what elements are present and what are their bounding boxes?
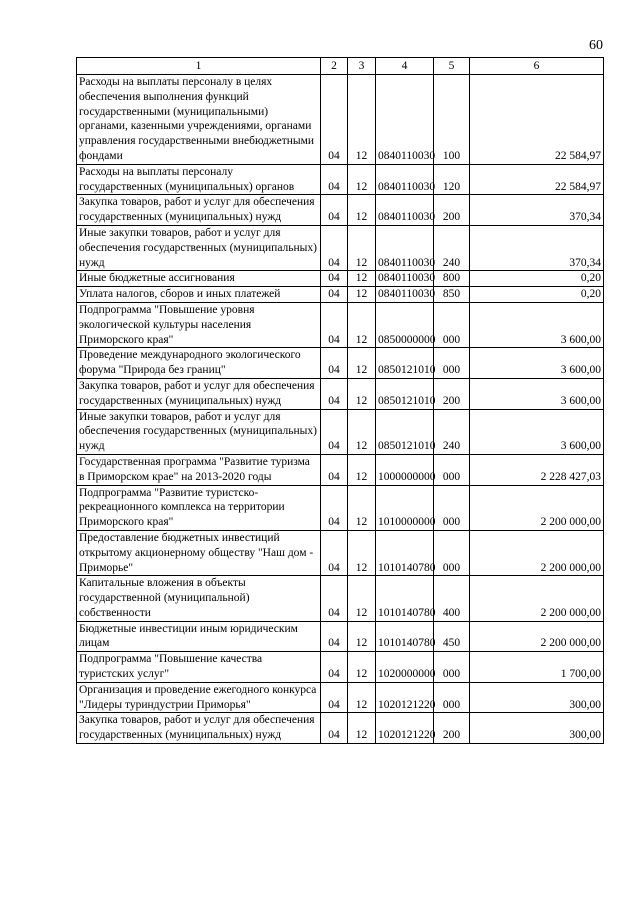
table-row xyxy=(77,348,604,379)
row-expense-type-code: 000 xyxy=(434,348,470,379)
row-expense-type-code: 120 xyxy=(434,164,470,195)
row-target-article-code: 0840110030 xyxy=(376,271,434,287)
row-target-article-code: 0850121010 xyxy=(376,348,434,379)
row-subsection-code: 12 xyxy=(348,348,376,379)
row-expense-type-code: 200 xyxy=(434,713,470,744)
row-amount: 2 228 427,03 xyxy=(470,454,604,485)
row-target-article-code: 1020121220 xyxy=(376,713,434,744)
row-target-article-code: 0840110030 xyxy=(376,195,434,226)
table-row xyxy=(77,682,604,713)
table-row xyxy=(77,75,604,165)
row-description: Бюджетные инвестиции иным юридическим лицам xyxy=(77,621,321,652)
row-description: Иные бюджетные ассигнования xyxy=(77,271,321,287)
row-description: Подпрограмма "Повышение качества туристских услуг" xyxy=(77,652,321,683)
row-target-article-code: 1010140780 xyxy=(376,530,434,575)
row-description: Капитальные вложения в объекты государственной (муниципальной) собственности xyxy=(77,576,321,621)
row-target-article-code: 1010140780 xyxy=(376,576,434,621)
table-row xyxy=(77,164,604,195)
row-subsection-code: 12 xyxy=(348,409,376,454)
table-row xyxy=(77,713,604,744)
table-row xyxy=(77,195,604,226)
header-cell: 1 xyxy=(77,58,321,75)
row-target-article-code: 1010140780 xyxy=(376,621,434,652)
row-expense-type-code: 240 xyxy=(434,409,470,454)
row-section-code: 04 xyxy=(321,378,348,409)
table-row xyxy=(77,652,604,683)
row-expense-type-code: 240 xyxy=(434,225,470,270)
row-subsection-code: 12 xyxy=(348,195,376,226)
row-description: Закупка товаров, работ и услуг для обеспечения государственных (муниципальных) нужд xyxy=(77,713,321,744)
row-expense-type-code: 000 xyxy=(434,454,470,485)
row-description: Закупка товаров, работ и услуг для обеспечения государственных (муниципальных) нужд xyxy=(77,378,321,409)
row-section-code: 04 xyxy=(321,225,348,270)
row-section-code: 04 xyxy=(321,530,348,575)
row-target-article-code: 1020000000 xyxy=(376,652,434,683)
row-target-article-code: 0840110030 xyxy=(376,225,434,270)
row-expense-type-code: 850 xyxy=(434,287,470,303)
header-cell: 2 xyxy=(321,58,348,75)
row-subsection-code: 12 xyxy=(348,454,376,485)
row-description: Организация и проведение ежегодного конкурса "Лидеры туриндустрии Приморья" xyxy=(77,682,321,713)
row-description: Уплата налогов, сборов и иных платежей xyxy=(77,287,321,303)
row-subsection-code: 12 xyxy=(348,75,376,165)
row-target-article-code: 0850121010 xyxy=(376,409,434,454)
table-row xyxy=(77,454,604,485)
row-amount: 3 600,00 xyxy=(470,378,604,409)
row-expense-type-code: 450 xyxy=(434,621,470,652)
header-cell: 6 xyxy=(470,58,604,75)
row-target-article-code: 1000000000 xyxy=(376,454,434,485)
row-amount: 300,00 xyxy=(470,682,604,713)
table-row xyxy=(77,621,604,652)
table-row xyxy=(77,576,604,621)
row-section-code: 04 xyxy=(321,302,348,347)
table-row xyxy=(77,287,604,303)
row-subsection-code: 12 xyxy=(348,164,376,195)
row-subsection-code: 12 xyxy=(348,576,376,621)
row-amount: 22 584,97 xyxy=(470,164,604,195)
table-row xyxy=(77,530,604,575)
row-subsection-code: 12 xyxy=(348,287,376,303)
row-expense-type-code: 200 xyxy=(434,378,470,409)
page-number: 60 xyxy=(589,38,603,53)
header-cell: 4 xyxy=(376,58,434,75)
row-description: Закупка товаров, работ и услуг для обеспечения государственных (муниципальных) нужд xyxy=(77,195,321,226)
row-target-article-code: 1010000000 xyxy=(376,485,434,530)
row-description: Подпрограмма "Развитие туристско-рекреационного комплекса на территории Приморского края" xyxy=(77,485,321,530)
table-row xyxy=(77,485,604,530)
row-section-code: 04 xyxy=(321,164,348,195)
row-section-code: 04 xyxy=(321,576,348,621)
row-description: Предоставление бюджетных инвестиций открытому акционерному обществу "Наш дом - Приморье" xyxy=(77,530,321,575)
row-section-code: 04 xyxy=(321,485,348,530)
row-section-code: 04 xyxy=(321,271,348,287)
row-subsection-code: 12 xyxy=(348,485,376,530)
row-amount: 0,20 xyxy=(470,271,604,287)
budget-table-body xyxy=(77,58,604,744)
row-section-code: 04 xyxy=(321,195,348,226)
row-section-code: 04 xyxy=(321,75,348,165)
row-expense-type-code: 800 xyxy=(434,271,470,287)
row-description: Расходы на выплаты персоналу государственных (муниципальных) органов xyxy=(77,164,321,195)
row-amount: 3 600,00 xyxy=(470,302,604,347)
row-section-code: 04 xyxy=(321,682,348,713)
row-amount: 2 200 000,00 xyxy=(470,485,604,530)
row-amount: 3 600,00 xyxy=(470,348,604,379)
row-subsection-code: 12 xyxy=(348,621,376,652)
row-amount: 370,34 xyxy=(470,195,604,226)
row-expense-type-code: 000 xyxy=(434,302,470,347)
row-description: Иные закупки товаров, работ и услуг для обеспечения государственных (муниципальных) нужд xyxy=(77,409,321,454)
table-row xyxy=(77,302,604,347)
column-number-header xyxy=(77,58,604,75)
row-expense-type-code: 100 xyxy=(434,75,470,165)
row-section-code: 04 xyxy=(321,287,348,303)
row-expense-type-code: 000 xyxy=(434,682,470,713)
row-target-article-code: 0840110030 xyxy=(376,75,434,165)
budget-table xyxy=(76,57,604,744)
row-target-article-code: 0850121010 xyxy=(376,378,434,409)
row-amount: 300,00 xyxy=(470,713,604,744)
row-amount: 2 200 000,00 xyxy=(470,621,604,652)
row-expense-type-code: 200 xyxy=(434,195,470,226)
row-description: Иные закупки товаров, работ и услуг для обеспечения государственных (муниципальных) нужд xyxy=(77,225,321,270)
row-description: Государственная программа "Развитие туризма в Приморском крае" на 2013-2020 годы xyxy=(77,454,321,485)
row-amount: 0,20 xyxy=(470,287,604,303)
row-section-code: 04 xyxy=(321,348,348,379)
table-row xyxy=(77,225,604,270)
row-target-article-code: 0840110030 xyxy=(376,164,434,195)
header-cell: 5 xyxy=(434,58,470,75)
row-amount: 1 700,00 xyxy=(470,652,604,683)
row-target-article-code: 0850000000 xyxy=(376,302,434,347)
row-target-article-code: 0840110030 xyxy=(376,287,434,303)
row-amount: 2 200 000,00 xyxy=(470,576,604,621)
row-subsection-code: 12 xyxy=(348,378,376,409)
row-subsection-code: 12 xyxy=(348,682,376,713)
row-section-code: 04 xyxy=(321,621,348,652)
row-subsection-code: 12 xyxy=(348,713,376,744)
row-subsection-code: 12 xyxy=(348,530,376,575)
row-expense-type-code: 400 xyxy=(434,576,470,621)
row-amount: 3 600,00 xyxy=(470,409,604,454)
row-amount: 370,34 xyxy=(470,225,604,270)
row-subsection-code: 12 xyxy=(348,302,376,347)
table-row xyxy=(77,409,604,454)
row-subsection-code: 12 xyxy=(348,271,376,287)
row-target-article-code: 1020121220 xyxy=(376,682,434,713)
row-description: Расходы на выплаты персоналу в целях обеспечения выполнения функций государственными (муниципальными) органами, казенными учреждениями, органами управления государственными внебюджетными фондами xyxy=(77,75,321,165)
row-description: Проведение международного экологического форума "Природа без границ" xyxy=(77,348,321,379)
header-cell: 3 xyxy=(348,58,376,75)
row-section-code: 04 xyxy=(321,652,348,683)
row-amount: 2 200 000,00 xyxy=(470,530,604,575)
row-subsection-code: 12 xyxy=(348,225,376,270)
row-amount: 22 584,97 xyxy=(470,75,604,165)
row-description: Подпрограмма "Повышение уровня экологической культуры населения Приморского края" xyxy=(77,302,321,347)
row-section-code: 04 xyxy=(321,409,348,454)
row-expense-type-code: 000 xyxy=(434,485,470,530)
table-row xyxy=(77,378,604,409)
table-row xyxy=(77,271,604,287)
row-section-code: 04 xyxy=(321,713,348,744)
row-expense-type-code: 000 xyxy=(434,652,470,683)
row-section-code: 04 xyxy=(321,454,348,485)
row-expense-type-code: 000 xyxy=(434,530,470,575)
row-subsection-code: 12 xyxy=(348,652,376,683)
